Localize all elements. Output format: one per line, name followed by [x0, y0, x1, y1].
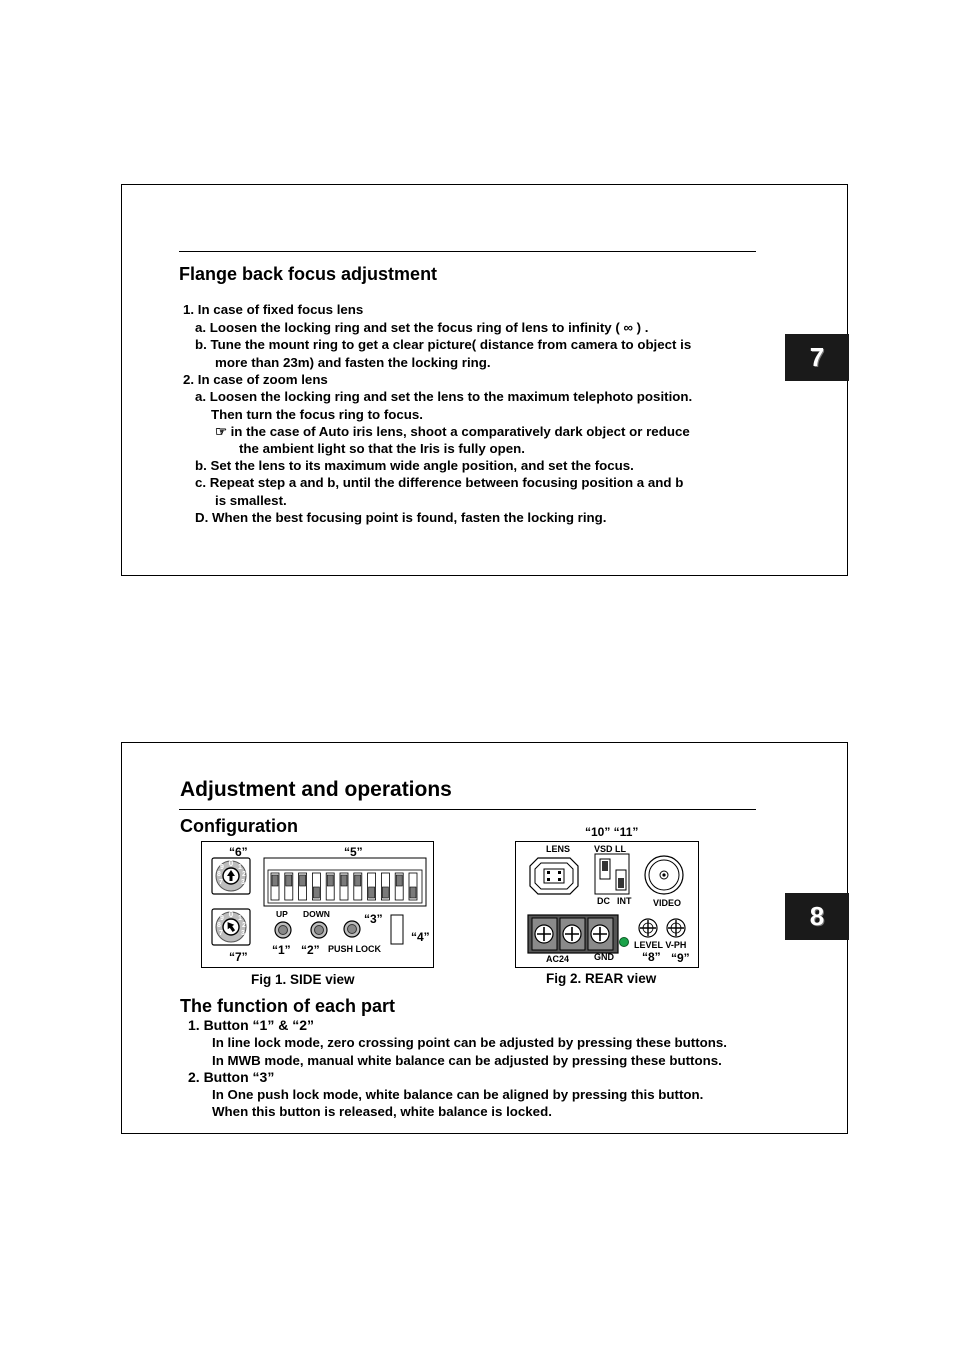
- dial-digit: 0: [228, 859, 234, 868]
- label-8: “8”: [642, 950, 661, 964]
- item-line: When this button is released, white balance is locked.: [212, 1104, 552, 1119]
- rear-view-figure: [515, 841, 699, 968]
- rotary-switch-7: [212, 909, 250, 945]
- push-lock-label: PUSH LOCK: [328, 944, 382, 954]
- ac24-label: AC24: [546, 954, 570, 964]
- label-6: “6”: [229, 845, 248, 859]
- flange-heading: Flange back focus adjustment: [179, 264, 438, 284]
- dip-switch-lever[interactable]: [355, 875, 361, 886]
- label-7: “7”: [229, 950, 248, 964]
- lens-connector: [530, 858, 578, 894]
- page-number-tab-7: 7: [785, 334, 849, 381]
- text-line: the ambient light so that the Iris is fully open.: [239, 441, 525, 456]
- page-title: Adjustment and operations: [180, 778, 452, 801]
- text-line: c. Repeat step a and b, until the difference between focusing position a and b: [195, 475, 684, 490]
- dip-switch-lever[interactable]: [313, 887, 319, 898]
- fig1-caption: Fig 1. SIDE view: [251, 972, 355, 987]
- title-rule: [179, 809, 756, 810]
- text-line: more than 23m) and fasten the locking ring.: [215, 355, 491, 370]
- text-line: 1. In case of fixed focus lens: [183, 302, 364, 317]
- label-1: “1”: [272, 943, 291, 957]
- item-title: 2. Button “3”: [188, 1069, 275, 1085]
- text-line: a. Loosen the locking ring and set the lens to the maximum telephoto position.: [195, 389, 693, 404]
- item-title: 1. Button “1” & “2”: [188, 1017, 315, 1033]
- text-line: D. When the best focusing point is found, fasten the locking ring.: [195, 510, 607, 525]
- text-line: b. Set the lens to its maximum wide angle position, and set the focus.: [195, 458, 634, 473]
- text-line: ☞ in the case of Auto iris lens, shoot a comparatively dark object or reduce: [215, 424, 690, 439]
- label-5: “5”: [344, 845, 363, 859]
- dip-switch-block-5: [264, 858, 426, 906]
- text-line: 2. In case of zoom lens: [183, 372, 328, 387]
- dial-digit: 8: [217, 922, 221, 929]
- dial-digit: 0: [228, 910, 234, 919]
- lens-label: LENS: [546, 844, 571, 854]
- dip-switch-lever[interactable]: [286, 875, 292, 886]
- item-line: In One push lock mode, white balance can be aligned by pressing this button.: [212, 1087, 704, 1102]
- fig2-caption: Fig 2. REAR view: [546, 971, 657, 986]
- side-view-figure: [201, 841, 434, 968]
- video-bnc-connector: [645, 856, 683, 894]
- page-number-tab-8: 8: [785, 893, 849, 940]
- vsd-ll-switch[interactable]: [595, 854, 629, 894]
- power-terminal-block: [528, 915, 618, 953]
- text-line: Then turn the focus ring to focus.: [211, 407, 424, 422]
- up-label: UP: [276, 909, 288, 919]
- vph-pot-9[interactable]: [667, 919, 685, 937]
- configuration-heading: Configuration: [180, 816, 298, 836]
- dial-digit: 7: [219, 879, 223, 886]
- dip-switch-lever[interactable]: [382, 887, 388, 898]
- dial-digit: 9: [220, 864, 224, 871]
- text-line: is smallest.: [215, 493, 287, 508]
- dip-switch-lever[interactable]: [341, 875, 347, 886]
- rotary-switch-6: [212, 858, 250, 894]
- label-3: “3”: [364, 912, 383, 926]
- down-label: DOWN: [303, 909, 330, 919]
- dip-switch-lever[interactable]: [396, 875, 402, 886]
- dial-digit: 2: [242, 922, 246, 929]
- dip-switch-lever[interactable]: [300, 875, 306, 886]
- dip-switch-lever[interactable]: [410, 887, 416, 898]
- dial-digit: 9: [220, 915, 224, 922]
- item-line: In MWB mode, manual white balance can be adjusted by pressing these buttons.: [212, 1053, 722, 1068]
- level-pot-8[interactable]: [639, 919, 657, 937]
- dip-switch-lever[interactable]: [327, 875, 333, 886]
- slot-4: [391, 915, 403, 944]
- gnd-label: GND: [594, 952, 614, 962]
- text-line: a. Loosen the locking ring and set the focus ring of lens to infinity ( ∞ ) .: [195, 320, 649, 335]
- page-8-panel: [121, 742, 848, 1134]
- vsd-ll-label: VSD LL: [594, 844, 627, 854]
- label-4: “4”: [411, 930, 430, 944]
- dial-digit: 8: [217, 871, 221, 878]
- label-9: “9”: [671, 951, 690, 965]
- dip-switch-lever[interactable]: [272, 875, 278, 886]
- dc-label: DC: [597, 896, 610, 906]
- page-7-panel: [121, 184, 848, 576]
- heading-rule: [179, 251, 756, 252]
- dial-digit: 3: [241, 930, 245, 937]
- function-heading: The function of each part: [180, 996, 396, 1016]
- text-line: b. Tune the mount ring to get a clear picture( distance from camera to object is: [195, 337, 692, 352]
- dial-digit: 2: [242, 871, 246, 878]
- power-led: [620, 938, 629, 947]
- video-label: VIDEO: [653, 898, 682, 908]
- dial-digit: 3: [241, 879, 245, 886]
- dip-switch-lever[interactable]: [369, 887, 375, 898]
- int-label: INT: [617, 896, 632, 906]
- dial-digit: 7: [219, 930, 223, 937]
- dial-digit: 1: [238, 864, 242, 871]
- item-line: In line lock mode, zero crossing point can be adjusted by pressing these buttons.: [212, 1035, 727, 1050]
- label-10-11: “10” “11”: [585, 825, 639, 839]
- dial-digit: 1: [238, 915, 242, 922]
- label-2: “2”: [301, 943, 320, 957]
- level-vph-label: LEVEL V-PH: [634, 940, 687, 950]
